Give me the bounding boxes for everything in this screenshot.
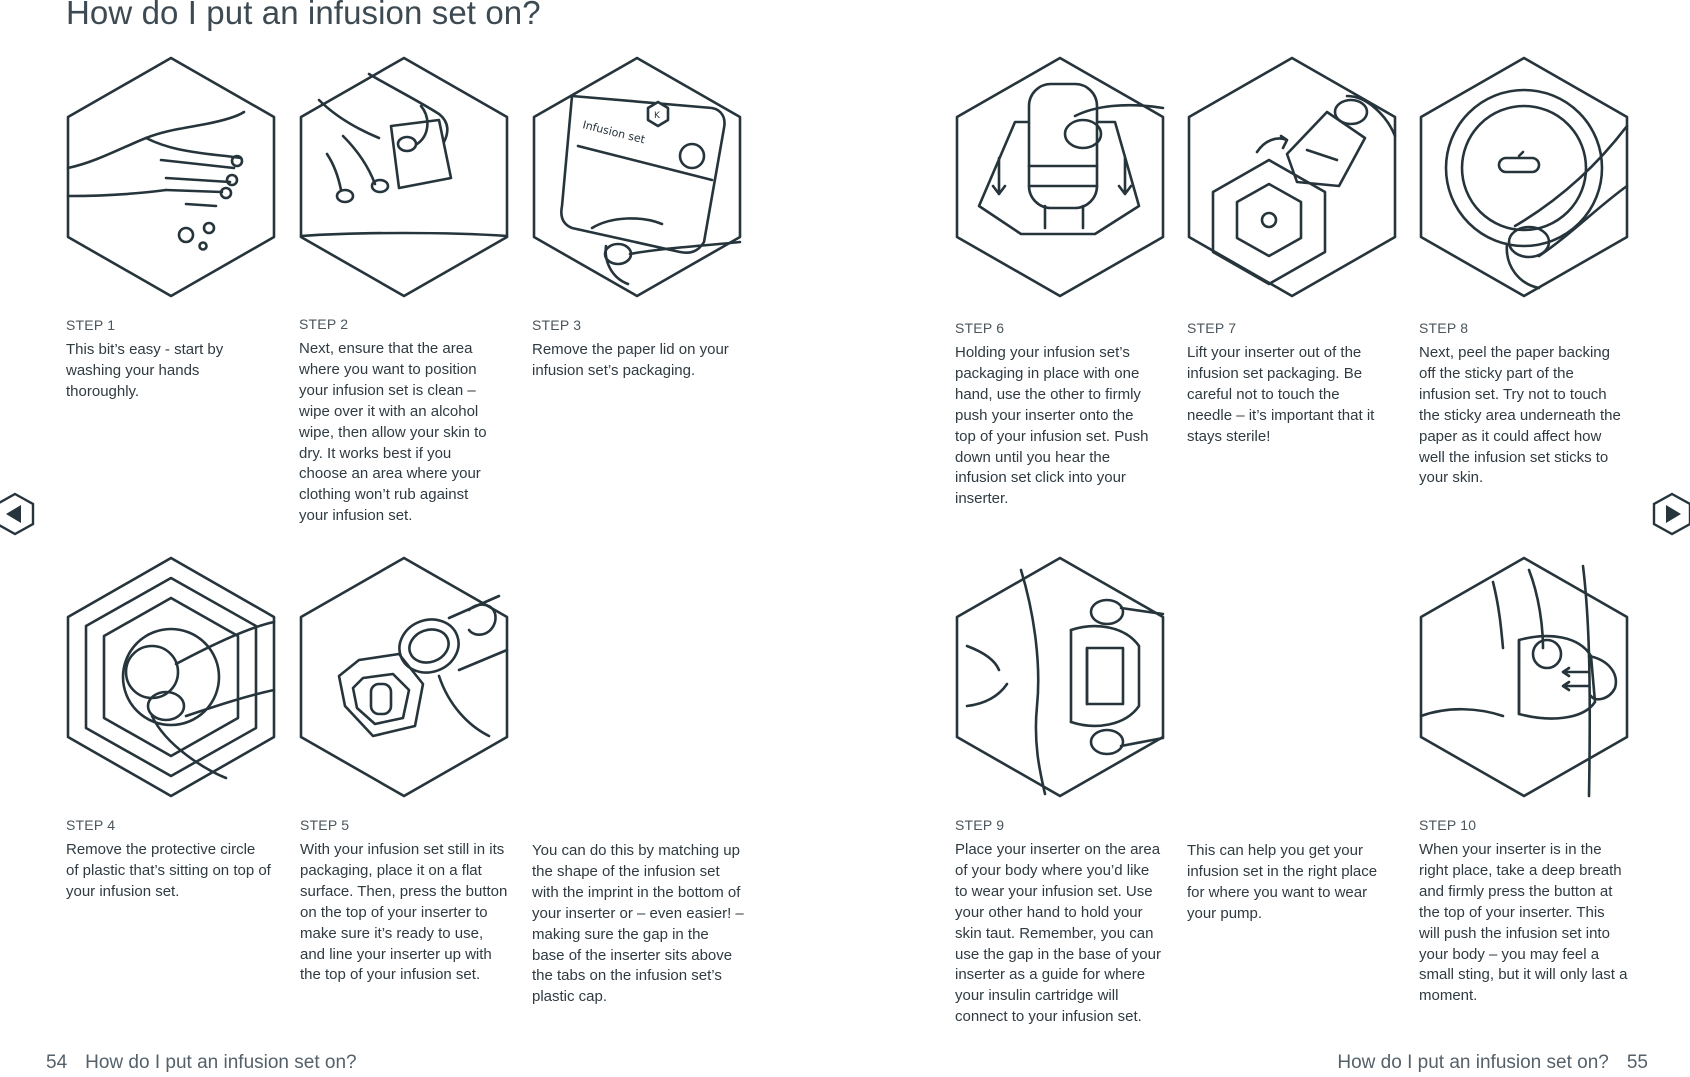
inserter-alignment-icon bbox=[299, 556, 509, 798]
step-text: Remove the protective circle of plastic that’s sitting on top of your infusion set. bbox=[66, 841, 271, 900]
step-label: STEP 4 bbox=[66, 817, 116, 833]
package-label: Infusion set bbox=[581, 118, 647, 147]
step-text: You can do this by matching up the shape of the infusion set with the imprint in the bottom of your inserter or – even easier! – making sure the gap in the base of the inserter sits above the tabs on the infusion set’s plastic cap. bbox=[532, 842, 744, 1006]
alcohol-wipe-icon bbox=[299, 56, 509, 298]
step-label: STEP 10 bbox=[1419, 817, 1477, 833]
step-text: Next, ensure that the area where you want to position your infusion set is clean – wipe over it with an alcohol wipe, then allow your skin to dry. It works best if you choose an area where your clothing won’t rub against your infusion set. bbox=[299, 340, 487, 525]
step-10 bbox=[1419, 817, 1629, 1007]
prev-page-button[interactable] bbox=[0, 492, 36, 536]
step-5 bbox=[300, 817, 510, 986]
step-text: Remove the paper lid on your infusion set’s packaging. bbox=[532, 341, 729, 379]
footer-right bbox=[1337, 1052, 1648, 1074]
step-7 bbox=[1187, 320, 1387, 448]
footer-title: How do I put an infusion set on? bbox=[85, 1052, 357, 1073]
step-text: Holding your infusion set’s packaging in place with one hand, use the other to firmly push your inserter onto the top of your infusion set. Push down until you hear the infusion set click into your inserter. bbox=[955, 344, 1149, 508]
page-title: How do I put an infusion set on? bbox=[66, 0, 541, 31]
step-1 bbox=[66, 317, 271, 403]
peel-backing-icon bbox=[1419, 56, 1629, 298]
step-text: Place your inserter on the area of your body where you’d like to wear your infusion set. Use your other hand to hold your skin taut. Remember, you can use the gap in the base of your inserter as a guide for where your insulin cartridge will connect to your infusion set. bbox=[955, 841, 1161, 1026]
step-text: Next, peel the paper backing off the sticky part of the infusion set. Try not to touch the sticky area underneath the paper as it could affect how well the infusion set sticks to your skin. bbox=[1419, 344, 1621, 487]
footer-title: How do I put an infusion set on? bbox=[1337, 1052, 1609, 1073]
step-2 bbox=[299, 316, 491, 527]
place-on-body-icon bbox=[955, 556, 1165, 798]
step-5-continued bbox=[532, 841, 744, 1008]
next-page-button[interactable] bbox=[1651, 492, 1690, 536]
right-arrow-icon bbox=[1651, 492, 1690, 536]
step-label: STEP 9 bbox=[955, 817, 1005, 833]
step-6 bbox=[955, 320, 1155, 510]
step-label: STEP 3 bbox=[532, 317, 582, 333]
step-9-continued bbox=[1187, 841, 1387, 925]
step-label: STEP 6 bbox=[955, 320, 1005, 336]
step-3 bbox=[532, 317, 742, 382]
step-label: STEP 7 bbox=[1187, 320, 1237, 336]
packaging-lid-icon bbox=[532, 56, 742, 298]
step-8 bbox=[1419, 320, 1629, 489]
step-text: Lift your inserter out of the infusion set packaging. Be careful not to touch the needle – it’s important that it stays sterile! bbox=[1187, 344, 1375, 445]
step-label: STEP 5 bbox=[300, 817, 350, 833]
step-text: With your infusion set still in its packaging, place it on a flat surface. Then, press the button on the top of your inserter to make sure it’s ready to use, and line your inserter up with the top of your infusion set. bbox=[300, 841, 508, 984]
step-text: This can help you get your infusion set in the right place for where you want to wear your pump. bbox=[1187, 842, 1378, 922]
step-label: STEP 8 bbox=[1419, 320, 1469, 336]
push-inserter-icon bbox=[955, 56, 1165, 298]
footer-left bbox=[46, 1052, 357, 1074]
page-number: 54 bbox=[46, 1052, 68, 1073]
press-button-icon bbox=[1419, 556, 1629, 798]
package-logo: K bbox=[654, 111, 660, 121]
washing-hands-icon bbox=[66, 56, 276, 298]
step-4 bbox=[66, 817, 271, 903]
left-arrow-icon bbox=[0, 492, 36, 536]
step-9 bbox=[955, 817, 1165, 1028]
page-number: 55 bbox=[1626, 1052, 1648, 1073]
step-label: STEP 1 bbox=[66, 317, 116, 333]
step-label: STEP 2 bbox=[299, 316, 349, 332]
step-text: When your inserter is in the right place, take a deep breath and firmly press the button at the top of your inserter. This will push the infusion set into your body – you may feel a small sting, but it will only last a moment. bbox=[1419, 841, 1628, 1005]
protective-circle-icon bbox=[66, 556, 276, 798]
step-text: This bit’s easy - start by washing your hands thoroughly. bbox=[66, 341, 224, 400]
lift-inserter-icon bbox=[1187, 56, 1397, 298]
